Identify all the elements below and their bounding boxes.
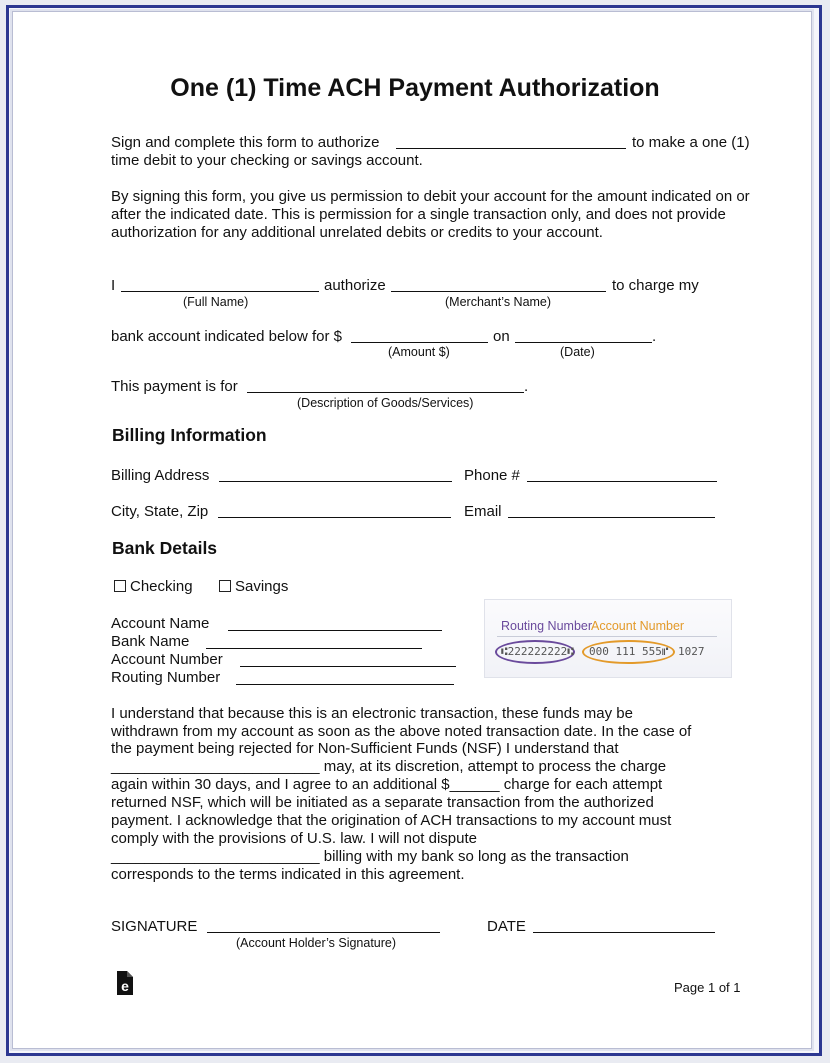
signature-blank[interactable]: [207, 932, 440, 933]
date-period: .: [652, 328, 657, 345]
nsf-line-8: comply with the provisions of U.S. law. I will not dispute: [111, 830, 477, 847]
nsf-line-4: _________________________ may, at its discretion, attempt to process the charge: [111, 758, 667, 775]
phone-label: Phone #: [464, 467, 520, 484]
check-divider: [497, 636, 717, 637]
description-blank[interactable]: [247, 392, 524, 393]
bank-heading: Bank Details: [112, 538, 218, 558]
savings-label: Savings: [235, 578, 289, 595]
check-illustration: [484, 599, 732, 678]
intro-line-1-end: to make a one (1): [632, 134, 750, 151]
savings-checkbox[interactable]: [219, 580, 231, 592]
email-label: Email: [464, 503, 502, 520]
amount-blank[interactable]: [351, 342, 488, 343]
authorize-company-blank[interactable]: [396, 148, 626, 149]
intro-line-1-start: Sign and complete this form to authorize: [111, 134, 380, 151]
signature-date-blank[interactable]: [533, 932, 715, 933]
city-state-zip-blank[interactable]: [218, 517, 451, 518]
date-label: DATE: [487, 918, 526, 935]
checking-label: Checking: [130, 578, 193, 595]
nsf-line-3: the payment being rejected for Non-Sufficient Funds (NSF) I understand that: [111, 740, 619, 757]
merchant-name-blank[interactable]: [391, 291, 606, 292]
account-number-blank[interactable]: [240, 666, 456, 667]
account-name-label: Account Name: [111, 615, 210, 632]
billing-address-blank[interactable]: [219, 481, 452, 482]
nsf-line-10: corresponds to the terms indicated in this agreement.: [111, 866, 465, 883]
check-account-digits: 000 111 555⑈: [589, 645, 669, 658]
nsf-line-1: I understand that because this is an electronic transaction, these funds may be: [111, 705, 633, 722]
city-state-zip-label: City, State, Zip: [111, 503, 209, 520]
date-caption: (Date): [560, 345, 595, 359]
description-caption: (Description of Goods/Services): [297, 396, 474, 410]
nsf-line-6: returned NSF, which will be initiated as a separate transaction from the authorized: [111, 794, 654, 811]
authorize-i-label: I: [111, 277, 116, 294]
signature-caption: (Account Holder’s Signature): [236, 936, 397, 950]
account-name-blank[interactable]: [228, 630, 442, 631]
bank-name-label: Bank Name: [111, 633, 190, 650]
nsf-line-5: again within 30 days, and I agree to an additional $______ charge for each attempt: [111, 776, 663, 793]
merchant-name-caption: (Merchant’s Name): [445, 295, 552, 309]
amount-caption: (Amount $): [388, 345, 450, 359]
intro-line-2: time debit to your checking or savings account.: [111, 152, 423, 169]
billing-address-label: Billing Address: [111, 467, 210, 484]
bank-name-blank[interactable]: [206, 648, 422, 649]
payment-for-label: This payment is for: [111, 378, 238, 395]
intro-paragraph-2: By signing this form, you give us permission to debit your account for the amount indicated on or after the indicated date. This is permission for a single transaction only, and does not provide authorization for any additional unrelated debits or credits to your account.: [111, 188, 750, 241]
date-blank[interactable]: [515, 342, 652, 343]
email-blank[interactable]: [508, 517, 715, 518]
checking-option[interactable]: [114, 578, 193, 595]
on-label: on: [493, 328, 510, 345]
billing-heading: Billing Information: [112, 425, 267, 445]
nsf-line-2: withdrawn from my account as soon as the above noted transaction date. In the case of: [111, 723, 692, 740]
nsf-line-7: payment. I acknowledge that the origination of ACH transactions to my account must: [111, 812, 672, 829]
routing-number-label: Routing Number: [111, 669, 221, 686]
check-account-label: Account Number: [591, 619, 685, 633]
signature-label: SIGNATURE: [111, 918, 198, 935]
check-tail-digits: 1027: [678, 645, 705, 658]
check-routing-digits: ⑆222222222⑆: [501, 645, 574, 658]
phone-blank[interactable]: [527, 481, 717, 482]
routing-number-blank[interactable]: [236, 684, 454, 685]
logo-letter: e: [121, 978, 129, 994]
savings-option[interactable]: [219, 578, 288, 595]
checking-checkbox[interactable]: [114, 580, 126, 592]
nsf-line-9: _________________________ billing with my bank so long as the transaction: [111, 848, 629, 865]
eforms-logo-icon: [116, 970, 134, 996]
form-title: One (1) Time ACH Payment Authorization: [170, 74, 660, 102]
check-routing-label: Routing Number: [501, 619, 593, 633]
to-charge-label: to charge my: [612, 277, 699, 294]
authorize-label: authorize: [324, 277, 386, 294]
page-number: Page 1 of 1: [674, 980, 741, 995]
account-number-label: Account Number: [111, 651, 223, 668]
bank-account-text: bank account indicated below for $: [111, 328, 342, 345]
full-name-caption: (Full Name): [183, 295, 249, 309]
full-name-blank[interactable]: [121, 291, 319, 292]
description-period: .: [524, 378, 529, 395]
